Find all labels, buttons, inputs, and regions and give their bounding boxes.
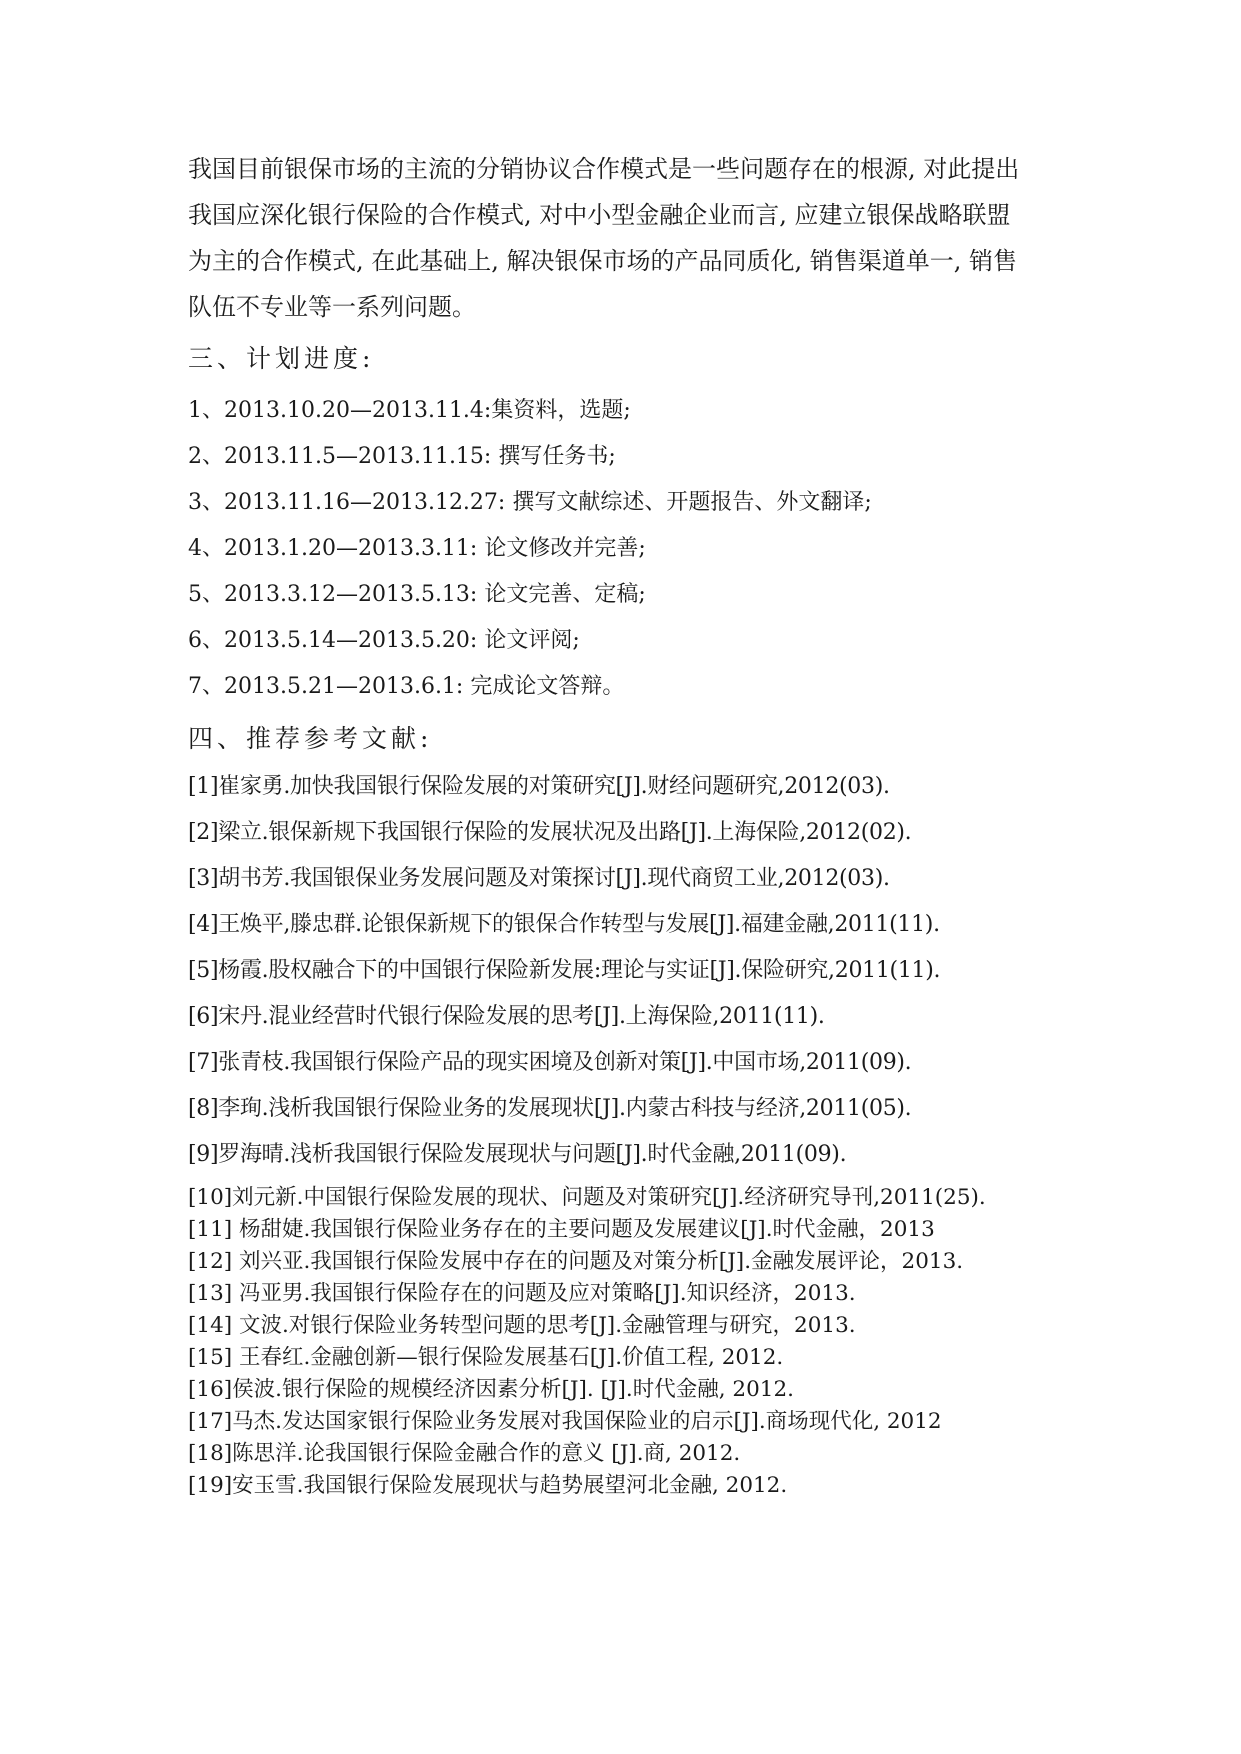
schedule-list [188, 388, 1058, 710]
reference-item: [2]梁立.银保新规下我国银行保险的发展状况及出路[J].上海保险,2012(02). [188, 820, 912, 845]
reference-item: [3]胡书芳.我国银保业务发展问题及对策探讨[J].现代商贸工业,2012(03). [188, 866, 890, 891]
reference-item: [6]宋丹.混业经营时代银行保险发展的思考[J].上海保险,2011(11). [188, 1004, 825, 1029]
schedule-item: 2、2013.11.5—2013.11.15: 撰写任务书; [188, 444, 616, 469]
intro-line: 我国目前银保市场的主流的分销协议合作模式是一些问题存在的根源, 对此提出 [188, 155, 1020, 183]
reference-item: [17]马杰.发达国家银行保险业务发展对我国保险业的启示[J].商场现代化, 2012 [188, 1409, 942, 1434]
schedule-item: 1、2013.10.20—2013.11.4:集资料，选题; [188, 398, 631, 423]
intro-paragraph [188, 146, 1058, 330]
section-heading-schedule: 三、计划进度: [188, 344, 375, 373]
schedule-item: 5、2013.3.12—2013.5.13: 论文完善、定稿; [188, 582, 646, 607]
intro-line: 为主的合作模式, 在此基础上, 解决银保市场的产品同质化, 销售渠道单一, 销售 [188, 247, 1018, 275]
reference-item: [14] 文波.对银行保险业务转型问题的思考[J].金融管理与研究，2013. [188, 1313, 856, 1338]
document-page [188, 146, 1058, 1502]
reference-item: [11] 杨甜婕.我国银行保险业务存在的主要问题及发展建议[J].时代金融，2013 [188, 1217, 935, 1242]
reference-item: [5]杨霞.股权融合下的中国银行保险新发展:理论与实证[J].保险研究,2011(11). [188, 958, 941, 983]
reference-item: [9]罗海晴.浅析我国银行保险发展现状与问题[J].时代金融,2011(09). [188, 1142, 847, 1167]
intro-line: 我国应深化银行保险的合作模式, 对中小型金融企业而言, 应建立银保战略联盟 [188, 201, 1011, 229]
schedule-item: 7、2013.5.21—2013.6.1: 完成论文答辩。 [188, 674, 625, 699]
section-heading-references: 四、推荐参考文献: [188, 724, 433, 753]
reference-item: [13] 冯亚男.我国银行保险存在的问题及应对策略[J].知识经济，2013. [188, 1281, 856, 1306]
reference-item: [1]崔家勇.加快我国银行保险发展的对策研究[J].财经问题研究,2012(03). [188, 774, 890, 799]
reference-item: [15] 王春红.金融创新—银行保险发展基石[J].价值工程, 2012. [188, 1345, 784, 1370]
reference-list-secondary [188, 1182, 1058, 1502]
reference-item: [10]刘元新.中国银行保险发展的现状、问题及对策研究[J].经济研究导刊,2011(25). [188, 1185, 986, 1210]
reference-item: [19]安玉雪.我国银行保险发展现状与趋势展望河北金融, 2012. [188, 1473, 788, 1498]
reference-item: [8]李珣.浅析我国银行保险业务的发展现状[J].内蒙古科技与经济,2011(05). [188, 1096, 912, 1121]
reference-item: [18]陈思洋.论我国银行保险金融合作的意义 [J].商, 2012. [188, 1441, 741, 1466]
schedule-item: 3、2013.11.16—2013.12.27: 撰写文献综述、开题报告、外文翻译; [188, 490, 872, 515]
intro-line: 队伍不专业等一系列问题。 [188, 293, 476, 321]
schedule-item: 6、2013.5.14—2013.5.20: 论文评阅; [188, 628, 580, 653]
reference-item: [4]王焕平,滕忠群.论银保新规下的银保合作转型与发展[J].福建金融,2011(11). [188, 912, 940, 937]
reference-item: [16]侯波.银行保险的规模经济因素分析[J]. [J].时代金融, 2012. [188, 1377, 794, 1402]
reference-item: [7]张青枝.我国银行保险产品的现实困境及创新对策[J].中国市场,2011(09). [188, 1050, 912, 1075]
reference-item: [12] 刘兴亚.我国银行保险发展中存在的问题及对策分析[J].金融发展评论，2013. [188, 1249, 964, 1274]
reference-list-primary [188, 764, 1058, 1178]
schedule-item: 4、2013.1.20—2013.3.11: 论文修改并完善; [188, 536, 646, 561]
